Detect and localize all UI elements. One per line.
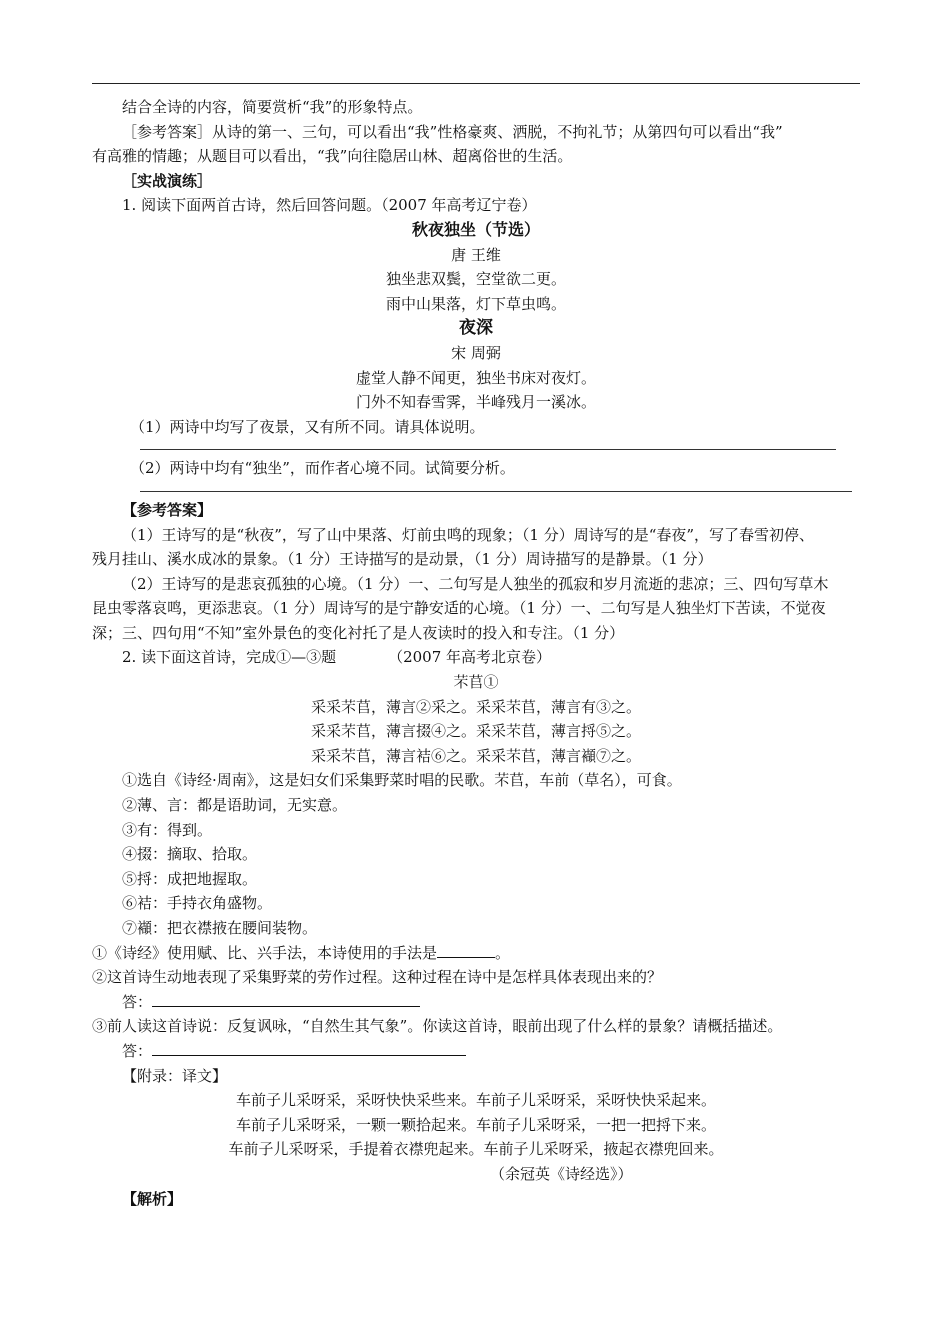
translation-line-1: 车前子儿采呀采，采呀快快采些来。车前子儿采呀采，采呀快快采起来。: [235, 1091, 716, 1110]
answer-2-line-1: （2）王诗写的是悲哀孤独的心境。（1 分）一、二句写是人独坐的孤寂和岁月流逝的悲凉；三、四句写草木: [122, 574, 829, 593]
sub-question-1-text: ①《诗经》使用赋、比、兴手法，本诗使用的手法是: [92, 943, 438, 962]
analysis-heading: 【解析】: [122, 1189, 183, 1208]
sub-question-1-end: 。: [495, 943, 511, 962]
sub-question-1: [92, 941, 860, 966]
poem-3-line-3: 采采芣苢，薄言袺⑥之。采采芣苢，薄言襭⑦之。: [310, 746, 641, 765]
poem-1-title: 秋夜独坐（节选）: [411, 219, 540, 239]
poem-2-line-1: 虚堂人静不闻更，独坐书床对夜灯。: [355, 368, 596, 387]
question-2-source: （2007 年高考北京卷）: [388, 648, 552, 667]
answer-row-2: [92, 990, 860, 1015]
note-6: ⑥袺：手持衣角盛物。: [122, 894, 273, 913]
poem-2-title: 夜深: [459, 318, 493, 339]
answer-label-2: 答：: [122, 992, 153, 1011]
poem-1-line-2: 雨中山果落，灯下草虫鸣。: [385, 294, 566, 313]
answer-line-1[interactable]: [140, 439, 836, 450]
answer-blank-3[interactable]: [152, 1041, 466, 1056]
reference-answer-heading: 【参考答案】: [122, 500, 213, 519]
question-2: [92, 645, 860, 670]
note-3: ③有：得到。: [122, 820, 213, 839]
sub-question-1-blank[interactable]: [437, 943, 495, 958]
poem-1-author: 唐 王维: [451, 245, 501, 264]
header-rule: [92, 83, 860, 84]
note-1: ①选自《诗经·周南》，这是妇女们采集野菜时唱的民歌。芣苢，车前（草名），可食。: [122, 771, 682, 790]
note-5: ⑤捋：成把地握取。: [122, 869, 258, 888]
appendix-heading: 【附录：译文】: [122, 1066, 228, 1085]
question-1: 1. 阅读下面两首古诗，然后回答问题。（2007 年高考辽宁卷）: [122, 196, 537, 215]
practice-heading: ［实战演练］: [122, 171, 213, 190]
question-1-part-1: （1）两诗中均写了夜景，又有所不同。请具体说明。: [130, 417, 485, 436]
answer-row-3: [92, 1039, 860, 1064]
sub-question-2: ②这首诗生动地表现了采集野菜的劳作过程。这种过程在诗中是怎样具体表现出来的？: [92, 968, 663, 987]
translation-source: （余冠英《诗经选》）: [490, 1164, 633, 1183]
document-page: [92, 0, 860, 1344]
question-intro: 结合全诗的内容，简要赏析“我”的形象特点。: [122, 98, 423, 116]
document-body: [92, 95, 860, 1211]
poem-2-author: 宋 周弼: [451, 343, 501, 362]
translation-line-2: 车前子儿采呀采，一颗一颗拾起来。车前子儿采呀采，一把一把捋下来。: [235, 1115, 716, 1134]
translation-line-3: 车前子儿采呀采，手提着衣襟兜起来。车前子儿采呀采，掖起衣襟兜回来。: [228, 1140, 724, 1159]
reference-answer-line-1: ［参考答案］从诗的第一、三句，可以看出“我”性格豪爽、洒脱，不拘礼节；从第四句可以看出“我”: [122, 122, 783, 141]
question-2-text: 2. 读下面这首诗，完成①—③题: [122, 648, 337, 667]
answer-2-line-2: 昆虫零落哀鸣，更添悲哀。（1 分）周诗写的是宁静安适的心境。（1 分）一、二句写是人独坐灯下苦读，不觉夜: [92, 599, 826, 618]
reference-answer-line-2: 有高雅的情趣；从题目可以看出，“我”向往隐居山林、超离俗世的生活。: [92, 147, 573, 166]
sub-question-3: ③前人读这首诗说：反复讽咏，“自然生其气象”。你读这首诗，眼前出现了什么样的景象？请概括描述。: [92, 1017, 783, 1036]
question-1-part-2: （2）两诗中均有“独坐”，而作者心境不同。试简要分析。: [130, 459, 515, 478]
poem-2-line-2: 门外不知春雪霁，半峰残月一溪冰。: [355, 393, 596, 412]
note-4: ④掇：摘取、拾取。: [122, 845, 258, 864]
poem-3-line-1: 采采芣苢，薄言②采之。采采芣苢，薄言有③之。: [310, 697, 641, 716]
poem-1-line-1: 独坐悲双鬓，空堂欲二更。: [385, 270, 566, 289]
answer-1-line-1: （1）王诗写的是“秋夜”，写了山中果落、灯前虫鸣的现象；（1 分）周诗写的是“春夜”，写了春雪初停、: [122, 525, 815, 544]
poem-3-title: 芣苢①: [453, 673, 499, 692]
poem-3-line-2: 采采芣苢，薄言掇④之。采采芣苢，薄言捋⑤之。: [310, 722, 641, 741]
answer-label-3: 答：: [122, 1041, 153, 1060]
answer-line-2[interactable]: [140, 481, 852, 492]
note-2: ②薄、言：都是语助词，无实意。: [122, 796, 348, 815]
answer-blank-2[interactable]: [152, 992, 420, 1007]
note-7: ⑦襭：把衣襟掖在腰间装物。: [122, 919, 318, 937]
answer-2-line-3: 深；三、四句用“不知”室外景色的变化衬托了是人夜读时的投入和专注。（1 分）: [92, 623, 625, 642]
answer-1-line-2: 残月挂山、溪水成冰的景象。（1 分）王诗描写的是动景，（1 分）周诗描写的是静景。（1 分）: [92, 550, 713, 569]
